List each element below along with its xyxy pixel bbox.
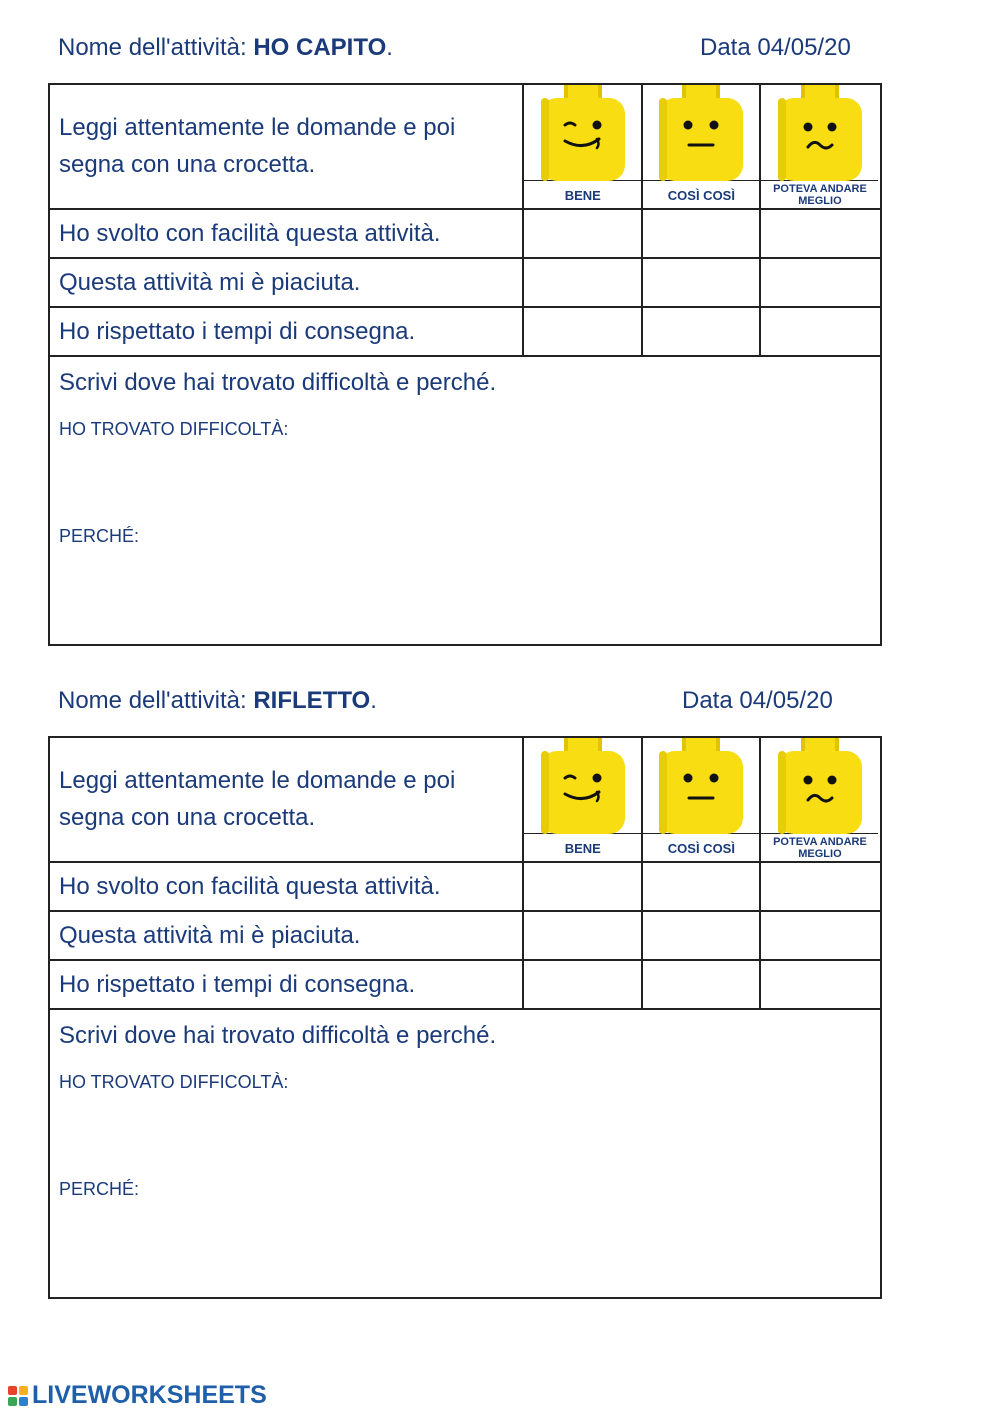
rating-column-poteva-andare-meglio: [761, 738, 880, 861]
checkbox-cosi-cosi[interactable]: [643, 259, 762, 306]
difficulty-write-area[interactable]: [50, 1010, 880, 1297]
question-row: [50, 961, 880, 1010]
checkbox-cosi-cosi[interactable]: [643, 308, 762, 355]
question-text: Ho svolto con facilità questa attività.: [50, 863, 524, 910]
rating-column-bene: [524, 738, 643, 861]
checkbox-poteva-andare-meglio[interactable]: [761, 863, 880, 910]
checkbox-cosi-cosi[interactable]: [643, 961, 762, 1008]
activity-name: RIFLETTO: [253, 687, 371, 714]
difficulty-write-area[interactable]: [50, 357, 880, 644]
activity-name: HO CAPITO: [253, 34, 387, 61]
question-row: [50, 210, 880, 259]
self-evaluation-table: [48, 83, 882, 646]
checkbox-bene[interactable]: [524, 259, 643, 306]
checkbox-bene[interactable]: [524, 210, 643, 257]
liveworksheets-logo-icon: [8, 1386, 28, 1406]
activity-date: Data 04/05/20: [682, 687, 833, 714]
question-text: Questa attività mi è piaciuta.: [50, 912, 524, 959]
footer-brand: [8, 1381, 267, 1410]
activity-title: Nome dell'attività: RIFLETTO.: [58, 687, 377, 714]
checkbox-poteva-andare-meglio[interactable]: [761, 961, 880, 1008]
checkbox-bene[interactable]: [524, 912, 643, 959]
checkbox-cosi-cosi[interactable]: [643, 863, 762, 910]
brand-name: LIVEWORKSHEETS: [32, 1381, 267, 1409]
question-row: [50, 308, 880, 357]
write-prompt: Scrivi dove hai trovato difficoltà e perché.: [59, 1022, 497, 1049]
checkbox-poteva-andare-meglio[interactable]: [761, 259, 880, 306]
question-text: Ho svolto con facilità questa attività.: [50, 210, 524, 257]
checkbox-bene[interactable]: [524, 961, 643, 1008]
instruction-text: Leggi attentamente le domande e poi segna con una crocetta.: [50, 85, 524, 208]
activity-date: Data 04/05/20: [700, 34, 851, 61]
checkbox-poteva-andare-meglio[interactable]: [761, 912, 880, 959]
checkbox-bene[interactable]: [524, 308, 643, 355]
rating-column-poteva-andare-meglio: [761, 85, 880, 208]
activity-title: Nome dell'attività: HO CAPITO.: [58, 34, 393, 61]
why-label: PERCHÉ:: [59, 526, 140, 546]
instruction-text: Leggi attentamente le domande e poi segna con una crocetta.: [50, 738, 524, 861]
unsure-face-icon: [774, 85, 866, 181]
rating-label-poteva-andare-meglio: POTEVA ANDARE MEGLIO: [773, 836, 867, 860]
rating-label-bene: BENE: [564, 840, 601, 856]
checkbox-cosi-cosi[interactable]: [643, 912, 762, 959]
rating-label-poteva-andare-meglio: POTEVA ANDARE MEGLIO: [773, 183, 867, 207]
write-prompt: Scrivi dove hai trovato difficoltà e perché.: [59, 369, 497, 396]
rating-column-cosi-cosi: [643, 738, 762, 861]
rating-label-cosi-cosi: COSÌ COSÌ: [667, 187, 735, 203]
neutral-face-icon: [655, 738, 747, 834]
smile-wink-face-icon: [537, 738, 629, 834]
checkbox-bene[interactable]: [524, 863, 643, 910]
difficulty-label: HO TROVATO DIFFICOLTÀ:: [59, 1072, 289, 1092]
unsure-face-icon: [774, 738, 866, 834]
rating-column-cosi-cosi: [643, 85, 762, 208]
why-label: PERCHÉ:: [59, 1179, 140, 1199]
checkbox-poteva-andare-meglio[interactable]: [761, 210, 880, 257]
question-text: Ho rispettato i tempi di consegna.: [50, 961, 524, 1008]
self-evaluation-table: [48, 736, 882, 1299]
question-row: [50, 863, 880, 912]
rating-label-cosi-cosi: COSÌ COSÌ: [667, 840, 735, 856]
rating-column-bene: [524, 85, 643, 208]
table-header-row: [50, 738, 880, 863]
neutral-face-icon: [655, 85, 747, 181]
table-header-row: [50, 85, 880, 210]
question-row: [50, 912, 880, 961]
checkbox-poteva-andare-meglio[interactable]: [761, 308, 880, 355]
question-row: [50, 259, 880, 308]
question-text: Ho rispettato i tempi di consegna.: [50, 308, 524, 355]
difficulty-label: HO TROVATO DIFFICOLTÀ:: [59, 419, 289, 439]
checkbox-cosi-cosi[interactable]: [643, 210, 762, 257]
rating-label-bene: BENE: [564, 187, 601, 203]
smile-wink-face-icon: [537, 85, 629, 181]
question-text: Questa attività mi è piaciuta.: [50, 259, 524, 306]
